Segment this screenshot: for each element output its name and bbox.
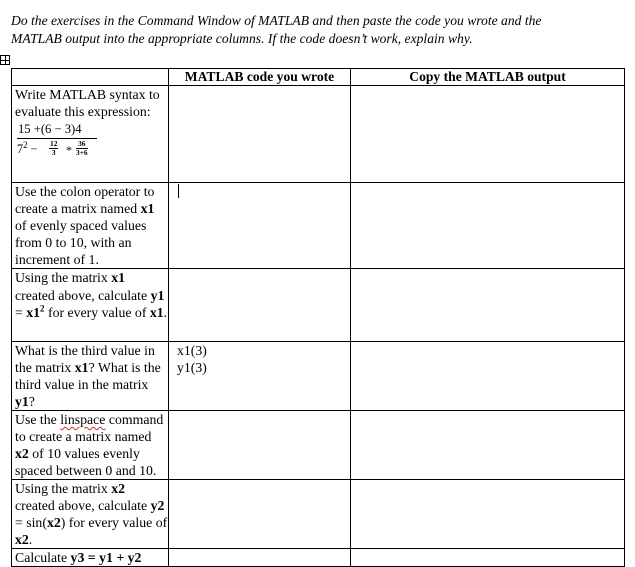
times-sign: * <box>66 143 72 157</box>
task-cell: Using the matrix x2 created above, calculate y2 = sin(x2) for every value of x2. <box>12 480 169 549</box>
task-cell: Using the matrix x1 created above, calculate $y1 = x1^2$ for every value of x1. <box>12 269 169 342</box>
header-row <box>12 69 625 86</box>
instructions-paragraph: Do the exercises in the Command Window of MATLAB and then paste the code you wrote and the MATLAB output into the appropriate columns. If the code doesn’t work, explain why. <box>11 13 542 46</box>
output-cell[interactable] <box>351 480 625 549</box>
code-line: x1(3) <box>177 343 207 358</box>
code-cell[interactable] <box>169 342 351 411</box>
code-line: y1(3) <box>177 360 207 375</box>
math-expression <box>15 121 165 163</box>
task-cell: Use the linspace command to create a matrix named x2 of 10 values evenly spaced between 0 and 10. <box>12 411 169 480</box>
table-row <box>12 86 625 183</box>
table-row <box>12 183 625 269</box>
code-cell[interactable] <box>169 480 351 549</box>
output-cell[interactable] <box>351 411 625 480</box>
fraction-36-9: 36 3+6 <box>76 139 88 157</box>
table-row <box>12 269 625 342</box>
output-cell[interactable] <box>351 269 625 342</box>
text-cursor <box>178 184 179 198</box>
task-cell: Use the colon operator to create a matrix named x1 of evenly spaced values from 0 to 10, with an increment of 1. <box>12 183 169 269</box>
output-cell[interactable] <box>351 183 625 269</box>
code-cell[interactable] <box>169 549 351 567</box>
fraction-12-3: 12 3 <box>50 139 58 157</box>
task-cell: Write MATLAB syntax to evaluate this expression: 15 +(6 − 3)4 $7^2$ − 12 3 * 36 3+6 <box>12 86 169 183</box>
spellcheck-word: linspace <box>60 412 106 427</box>
code-cell[interactable] <box>169 411 351 480</box>
code-cell[interactable] <box>169 86 351 183</box>
output-cell[interactable] <box>351 549 625 567</box>
table-row <box>12 342 625 411</box>
expr-numerator: 15 +(6 − 3)4 <box>18 122 82 136</box>
exercise-table <box>11 68 625 567</box>
table-row <box>12 549 625 567</box>
expr-denominator: $7^2$ − <box>17 139 38 156</box>
header-code: MATLAB code you wrote <box>169 69 351 86</box>
code-cell[interactable] <box>169 183 351 269</box>
code-cell[interactable] <box>169 269 351 342</box>
output-cell[interactable] <box>351 86 625 183</box>
header-output: Copy the MATLAB output <box>351 69 625 86</box>
table-row <box>12 411 625 480</box>
output-cell[interactable] <box>351 342 625 411</box>
task-cell: What is the third value in the matrix x1? What is the third value in the matrix y1? <box>12 342 169 411</box>
header-task <box>12 69 169 86</box>
table-move-handle-icon[interactable] <box>0 55 10 65</box>
table-row <box>12 480 625 549</box>
task-cell: Calculate y3 = y1 + y2 <box>12 549 169 567</box>
